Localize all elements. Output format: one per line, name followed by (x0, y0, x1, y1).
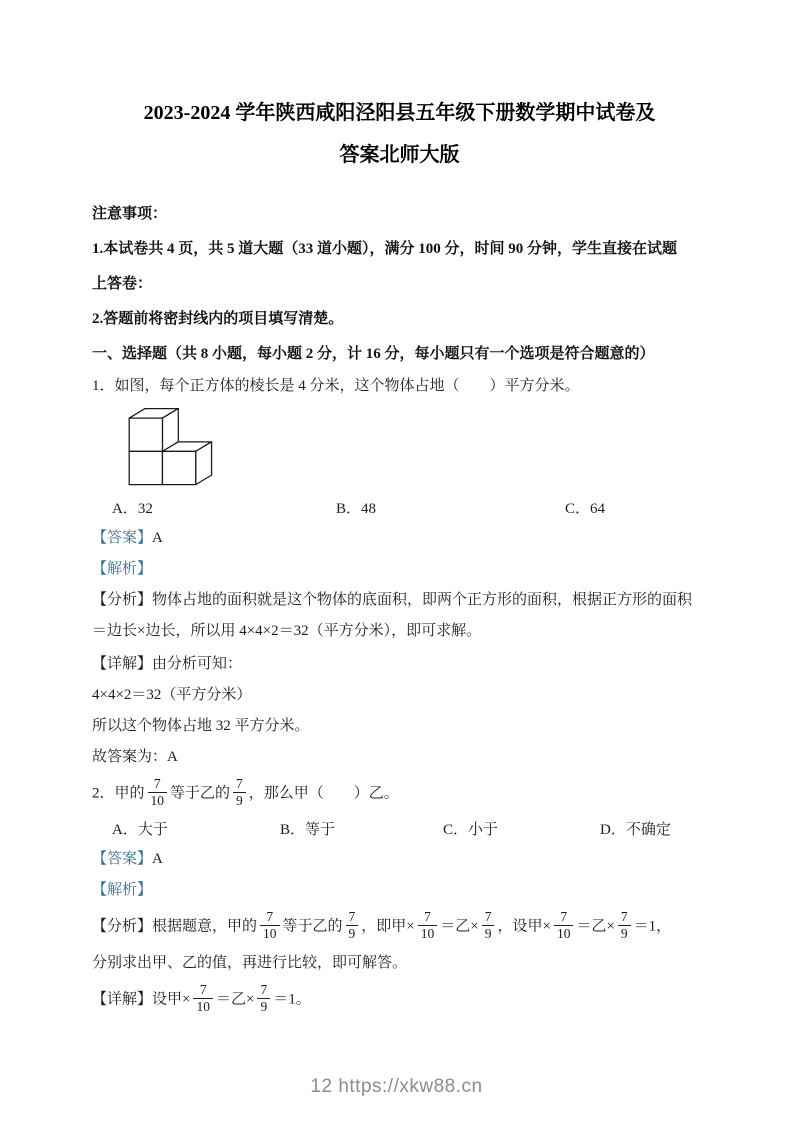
q2-detail-seg: ＝1。 (273, 991, 311, 1008)
q2-option-a: A．大于 (112, 822, 168, 839)
q2-option-d: D．不确定 (600, 822, 671, 839)
fraction-7-9: $\frac{7}{9}$ (346, 909, 359, 941)
q2-analysis-seg: ，即甲× (361, 918, 415, 935)
q1-detail-line2: 4×4×2＝32（平方分米） (92, 687, 252, 703)
q2-stem (92, 778, 707, 810)
q1-analysis-line1: 【分析】物体占地的面积就是这个物体的底面积，即两个正方形的面积，根据正方形的面积 (92, 592, 693, 608)
q1-detail-line4: 故答案为：A (92, 749, 178, 765)
q2-analysis-line1 (92, 911, 707, 943)
q2-detail-seg: 【详解】设甲× (92, 991, 191, 1008)
page-title-line2: 答案北师大版 (339, 144, 460, 166)
q1-analysis-line2: ＝边长×边长，所以用 4×4×2＝32（平方分米），即可求解。 (92, 623, 482, 639)
page-title-line1: 2023-2024 学年陕西咸阳泾阳县五年级下册数学期中试卷及 (143, 102, 656, 124)
notice-item1-line2: 上答卷： (92, 276, 153, 292)
q2-analysis-seg: ＝1， (633, 918, 672, 935)
page-title (92, 92, 707, 176)
fraction-7-9: $\frac{7}{9}$ (482, 909, 495, 941)
fraction-7-10: $\frac{7}{10}$ (260, 909, 280, 941)
q2-analysis-seg: 【分析】根据题意，甲的 (92, 918, 258, 935)
q2-analysis-tag-line (92, 880, 707, 900)
q2-analysis-seg: ＝乙× (576, 918, 615, 935)
q2-analysis-line2: 分别求出甲、乙的值，再进行比较，即可解答。 (92, 955, 408, 972)
q1-stem: 1．如图，每个正方体的棱长是 4 分米，这个物体占地（ ）平方分米。 (92, 378, 580, 394)
q1-option-a: A．32 (112, 501, 153, 517)
q1-detail-line1: 【详解】由分析可知： (92, 656, 243, 672)
q1-answer-line (92, 528, 707, 548)
fraction-7-9: $\frac{7}{9}$ (618, 909, 631, 941)
q2-analysis-seg: 等于乙的 (282, 918, 343, 935)
q2-stem-mid: 等于乙的 (170, 785, 231, 802)
fraction-7-10: $\frac{7}{10}$ (148, 776, 168, 808)
fraction-7-10: $\frac{7}{10}$ (193, 982, 213, 1014)
page-content (0, 92, 793, 1016)
answer-tag: 【答案】 (92, 851, 153, 868)
q2-option-b: B．等于 (280, 822, 336, 839)
q2-answer-value: A (152, 851, 163, 868)
q2-stem-post: ，那么甲（ ）乙。 (248, 785, 399, 802)
q2-detail-line (92, 984, 707, 1016)
q2-stem-pre: 2．甲的 (92, 785, 145, 802)
q2-option-c: C．小于 (443, 822, 499, 839)
fraction-7-10: $\frac{7}{10}$ (554, 909, 574, 941)
q1-answer-value: A (152, 530, 163, 546)
fraction-7-9: $\frac{7}{9}$ (233, 776, 246, 808)
analysis-tag: 【解析】 (92, 882, 153, 899)
notice-block (92, 204, 707, 329)
q2-detail-seg: ＝乙× (215, 991, 255, 1008)
analysis-tag: 【解析】 (92, 561, 153, 577)
answer-tag: 【答案】 (92, 530, 153, 546)
notice-heading: 注意事项： (92, 206, 168, 222)
fraction-7-10: $\frac{7}{10}$ (418, 909, 438, 941)
q2-options (92, 818, 707, 838)
q1-figure (116, 407, 707, 487)
q2-analysis-seg: ＝乙× (440, 918, 479, 935)
q2-analysis-seg: ，设甲× (497, 918, 551, 935)
fraction-7-9: $\frac{7}{9}$ (257, 982, 270, 1014)
notice-item1-line1: 1.本试卷共 4 页，共 5 道大题（33 道小题），满分 100 分，时间 90 分钟，学生直接在试题 (92, 241, 678, 257)
q2-answer-line (92, 849, 707, 869)
cube-stack-figure (116, 407, 220, 487)
page-footer: 12 https://xkw88.cn (310, 1076, 483, 1097)
q1-option-b: B．48 (336, 501, 377, 517)
q1-options (92, 497, 707, 517)
q1-option-c: C．64 (565, 501, 606, 517)
q1-analysis-tag-line (92, 559, 707, 579)
notice-item2: 2.答题前将密封线内的项目填写清楚。 (92, 311, 344, 327)
q1-detail-line3: 所以这个物体占地 32 平方分米。 (92, 718, 310, 734)
section1-heading: 一、选择题（共 8 小题，每小题 2 分，计 16 分，每小题只有一个选项是符合题意的） (92, 346, 655, 362)
